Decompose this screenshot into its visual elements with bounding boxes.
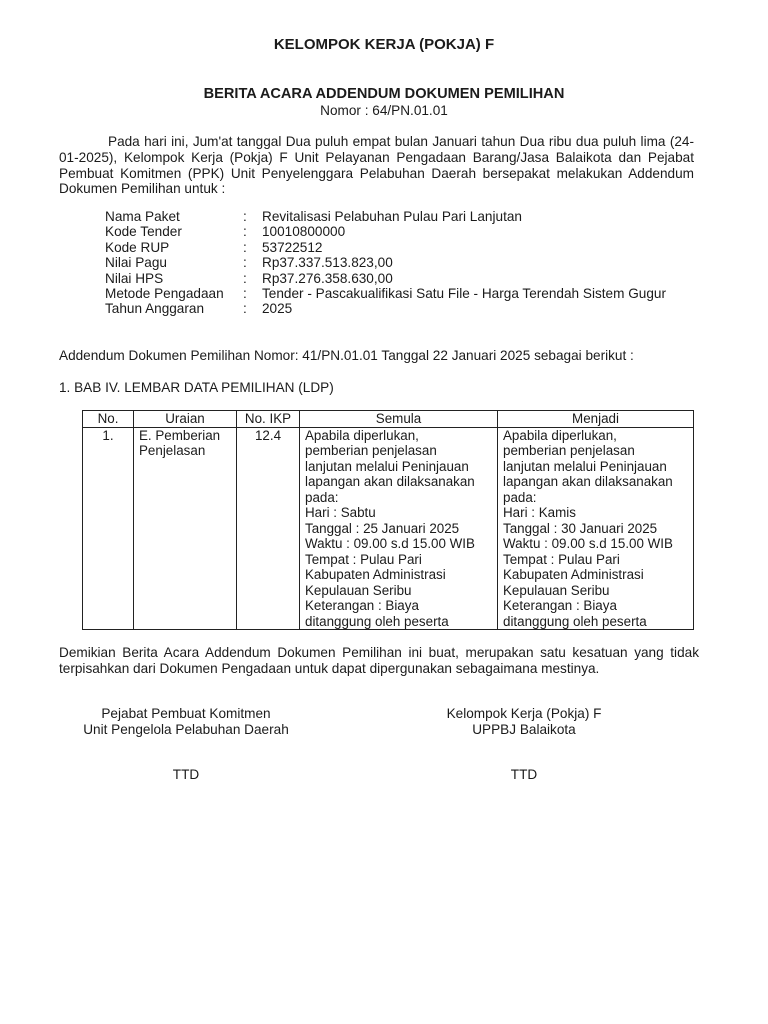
cell-ikp: 12.4 (237, 427, 300, 630)
column-header-ikp: No. IKP (237, 411, 300, 428)
document-number: Nomor : 64/PN.01.01 (320, 103, 448, 118)
detail-colon: : (243, 301, 247, 317)
signature-mark-left: TTD (172, 767, 200, 782)
detail-label: Kode RUP (105, 239, 170, 255)
detail-colon: : (243, 285, 247, 301)
detail-label: Tahun Anggaran (105, 301, 205, 317)
cell-uraian: E. Pemberian Penjelasan (134, 427, 237, 630)
signatory-unit: Unit Pengelola Pelabuhan Daerah (83, 722, 289, 737)
intro-text: Pada hari ini, Jum'at tanggal Dua puluh empat bulan Januari tahun Dua ribu dua puluh lima (24-01-2025), Kelompok Kerja (Pokja) F Unit Pelayanan Pengadaan Barang/Jasa Balaikota dan Pejabat Pembuat Komitmen (PPK) Unit Penyelenggara Pelabuhan Daerah bersepakat melakukan Addendum Dokumen Pemilihan untuk : (59, 134, 694, 197)
cell-semula: Apabila diperlukan, pemberian penjelasan lanjutan melalui Peninjauan lapangan akan dilaksanakan pada: Hari : Sabtu Tanggal : 25 Januari 2025 Waktu : 09.00 s.d 15.00 WIB Tempat : Pulau Pari Kabupaten Administrasi Kepulauan Seribu Keterangan : Biaya ditanggung oleh peserta (300, 427, 498, 630)
detail-value: 10010800000 (262, 224, 346, 240)
signatory-title: Kelompok Kerja (Pokja) F (446, 706, 602, 721)
detail-colon: : (243, 224, 247, 240)
document-title: KELOMPOK KERJA (POKJA) F (273, 36, 495, 53)
detail-value: Tender - Pascakualifikasi Satu File - Harga Terendah Sistem Gugur (262, 285, 666, 301)
signature-mark-right: TTD (510, 767, 538, 782)
table-row (83, 427, 694, 630)
intro-paragraph (59, 134, 694, 197)
detail-label: Nilai Pagu (105, 255, 167, 271)
signature-block-ppk (56, 706, 316, 738)
detail-label: Metode Pengadaan (105, 285, 224, 301)
signatory-title: Pejabat Pembuat Komitmen (101, 706, 271, 721)
detail-value: Rp37.337.513.823,00 (262, 255, 393, 271)
signature-block-pokja (394, 706, 654, 738)
detail-colon: : (243, 209, 247, 224)
detail-label: Nilai HPS (105, 270, 164, 286)
column-header-no: No. (83, 411, 134, 428)
ldp-change-table (82, 410, 694, 630)
detail-label: Nama Paket (105, 209, 180, 224)
section-heading: 1. BAB IV. LEMBAR DATA PEMILIHAN (LDP) (59, 380, 334, 395)
cell-menjadi: Apabila diperlukan, pemberian penjelasan lanjutan melalui Peninjauan lapangan akan dilaksanakan pada: Hari : Kamis Tanggal : 30 Januari 2025 Waktu : 09.00 s.d 15.00 WIB Tempat : Pulau Pari Kabupaten Administrasi Kepulauan Seribu Keterangan : Biaya ditanggung oleh peserta (498, 427, 694, 630)
closing-paragraph: Demikian Berita Acara Addendum Dokumen Pemilihan ini buat, merupakan satu kesatuan yang tidak terpisahkan dari Dokumen Pengadaan untuk dapat dipergunakan sebagaimana mestinya. (59, 645, 699, 676)
detail-value: 2025 (262, 301, 293, 317)
detail-value: Revitalisasi Pelabuhan Pulau Pari Lanjutan (262, 209, 522, 224)
detail-value: 53722512 (262, 239, 323, 255)
detail-label: Kode Tender (105, 224, 182, 240)
detail-colon: : (243, 270, 247, 286)
detail-value: Rp37.276.358.630,00 (262, 270, 393, 286)
detail-colon: : (243, 255, 247, 271)
addendum-reference: Addendum Dokumen Pemilihan Nomor: 41/PN.01.01 Tanggal 22 Januari 2025 sebagai berikut : (59, 348, 634, 363)
column-header-menjadi: Menjadi (498, 411, 694, 428)
column-header-uraian: Uraian (134, 411, 237, 428)
column-header-semula: Semula (300, 411, 498, 428)
signatory-unit: UPPBJ Balaikota (472, 722, 576, 737)
table-header-row (83, 411, 694, 428)
detail-colon: : (243, 239, 247, 255)
berita-acara-title: BERITA ACARA ADDENDUM DOKUMEN PEMILIHAN (203, 86, 565, 102)
cell-no: 1. (83, 427, 134, 630)
